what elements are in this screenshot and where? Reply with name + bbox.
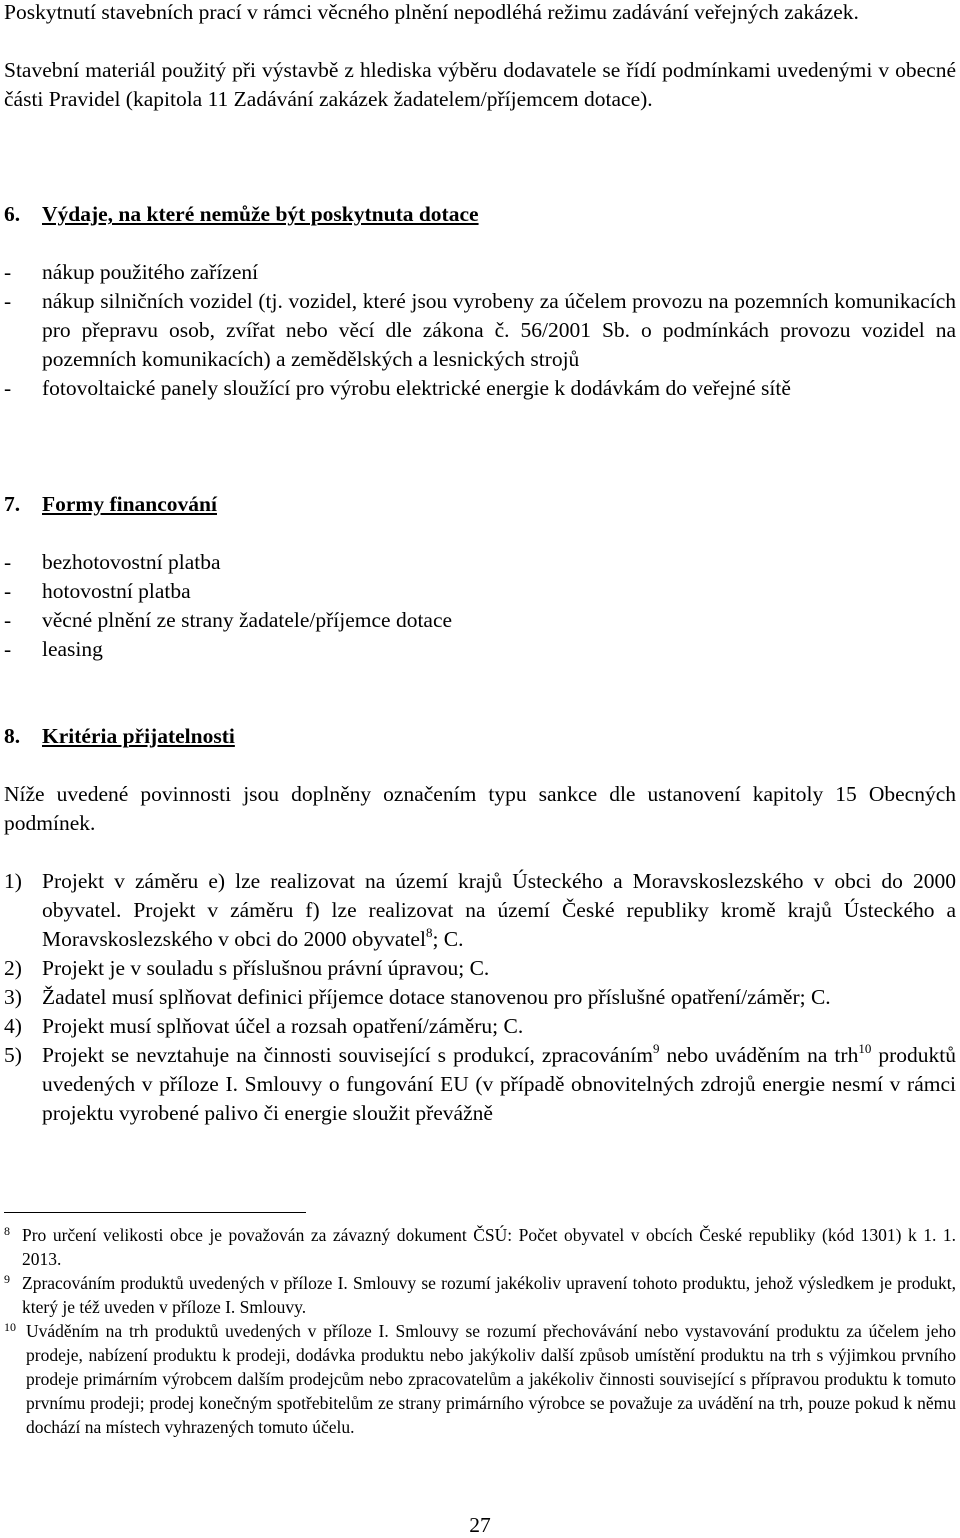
- footnote-separator: [4, 1212, 306, 1213]
- section-7-list: [4, 548, 956, 664]
- criteria-item-4: 4) Projekt musí splňovat účel a rozsah opatření/záměru; C.: [4, 1014, 524, 1038]
- criteria-item-5: 5) Projekt se nevztahuje na činnosti související s produkcí, zpracováním$^9$ nebo uváděním na trh$^{10}$ produktů uvedených v příloze I. Smlouvy o fungování EU (v případě obnovitelných zdrojů energie nesmí v rámci projektu vyrobené palivo či energie sloužit převážně: [4, 1041, 956, 1125]
- intro-paragraph-1: Poskytnutí stavebních prací v rámci věcného plnění nepodléhá režimu zadávání veřejných zakázek.: [4, 0, 859, 24]
- section-6-heading: [4, 200, 479, 229]
- list-item: - leasing: [4, 637, 103, 661]
- page-number: 27: [469, 1513, 491, 1537]
- list-item: - hotovostní platba: [4, 579, 191, 603]
- list-item: - fotovoltaické panely sloužící pro výrobu elektrické energie k dodávkám do veřejné sítě: [4, 376, 791, 400]
- list-item: - bezhotovostní platba: [4, 550, 221, 574]
- section-8-heading: [4, 722, 235, 751]
- criteria-item-1: 1) Projekt v záměru e) lze realizovat na území krajů Ústeckého a Moravskoslezského v obci do 2000 obyvatel. Projekt v záměru f) lze realizovat na území České republiky kromě krajů Ústeckého a Moravskoslezského v obci do 2000 obyvatel$^8$; C.: [4, 869, 956, 951]
- criteria-item-2: 2) Projekt je v souladu s příslušnou právní úpravou; C.: [4, 956, 490, 980]
- footnote-8: 8 Pro určení velikosti obce je považován za závazný dokument ČSÚ: Počet obyvatel v obcích České republiky (kód 1301) k 1. 1. 2013.: [4, 1224, 956, 1269]
- section-8-number: 8.: [4, 724, 21, 748]
- list-item: - nákup silničních vozidel (tj. vozidel, které jsou vyrobeny za účelem provozu na pozemních komunikacích pro přepravu osob, zvířat nebo věcí dle zákona č. 56/2001 Sb. o podmínkách provozu vozidel na pozemních komunikacích) a zemědělských a lesnických strojů: [4, 289, 956, 371]
- section-6-list: [4, 258, 956, 403]
- section-8-intro: Níže uvedené povinnosti jsou doplněny označením typu sankce dle ustanovení kapitoly 15 Obecných podmínek.: [4, 782, 956, 835]
- criteria-list: [4, 867, 956, 1128]
- section-7-title: Formy financování: [42, 492, 217, 516]
- intro-paragraph-2: Stavební materiál použitý při výstavbě z hlediska výběru dodavatele se řídí podmínkami uvedenými v obecné části Pravidel (kapitola 11 Zadávání zakázek žadatelem/příjemcem dotace).: [4, 58, 956, 111]
- footnotes: [4, 1223, 956, 1439]
- section-6-title: Výdaje, na které nemůže být poskytnuta dotace: [42, 202, 479, 226]
- section-6-number: 6.: [4, 202, 21, 226]
- footnote-9: 9 Zpracováním produktů uvedených v příloze I. Smlouvy se rozumí jakékoliv upravení tohoto produktu, jehož výsledkem je produkt, který je též uveden v příloze I. Smlouvy.: [4, 1272, 956, 1317]
- footnote-10: 10 Uváděním na trh produktů uvedených v příloze I. Smlouvy se rozumí přechovávání nebo vystavování produktu za účelem jeho prodeje, nabízení produktu k prodeji, dodávka produktu nebo jakýkoliv další způsob umístění produktu na trh s výjimkou prvního prodeje primárním výrobcem dalším prodejcům nebo zpracovatelům a jakékoliv činnosti související s přípravou produktu k tomuto prvnímu prodeji; prodej konečným spotřebitelům ze strany primárního výrobce se považuje za uvádění na trh, pouze pokud k němu dochází na místech vyhrazených tomuto účelu.: [4, 1320, 956, 1437]
- section-7-number: 7.: [4, 492, 21, 516]
- section-8-title: Kritéria přijatelnosti: [42, 724, 235, 748]
- list-item: - věcné plnění ze strany žadatele/příjemce dotace: [4, 608, 453, 632]
- section-7-heading: [4, 490, 217, 519]
- criteria-item-3: 3) Žadatel musí splňovat definici příjemce dotace stanovenou pro příslušné opatření/záměr; C.: [4, 985, 831, 1009]
- list-item: - nákup použitého zařízení: [4, 260, 259, 284]
